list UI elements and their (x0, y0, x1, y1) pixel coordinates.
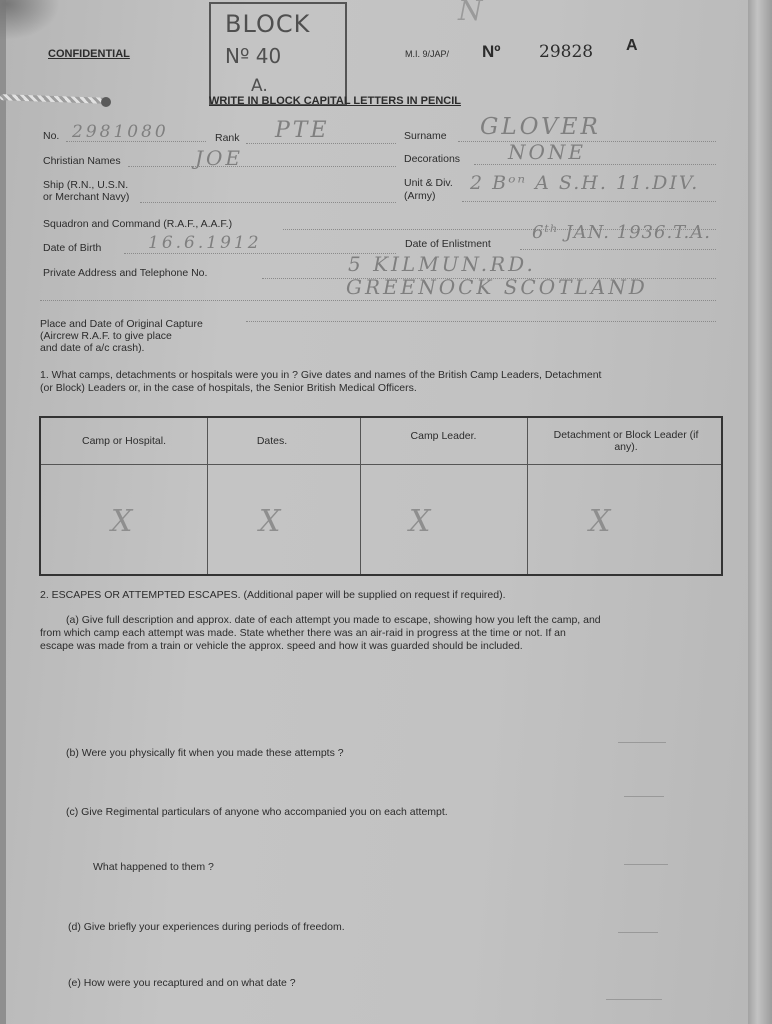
rank-value: PTE (275, 118, 330, 143)
question-2d-answer-rule (618, 932, 658, 933)
christian-names-label: Christian Names (43, 155, 121, 167)
ref-label: M.I. 9/JAP/ (405, 49, 450, 59)
surname-label: Surname (404, 130, 447, 142)
service-no-value: 2981080 (72, 122, 169, 142)
question-2c-answer-rule (624, 796, 664, 797)
stamp-line-2: Nº 40 (225, 44, 282, 68)
mark-detachment-leader: X (589, 504, 611, 539)
header-detachment-leader: Detachment or Block Leader (if any). (553, 429, 699, 453)
service-no-label: No. (43, 130, 60, 142)
unit-rule (462, 201, 716, 202)
question-2a-line-1: (a) Give full description and approx. date of each attempt you made to escape, showing how you left the camp, and (66, 614, 601, 626)
unit-value: 2 Bᵒⁿ A S.H. 11.DIV. (470, 172, 700, 194)
capture-label-2: (Aircrew R.A.F. to give place (40, 330, 172, 342)
address-line-1: 5 KILMUN.RD. (348, 252, 536, 276)
question-2-heading: 2. ESCAPES OR ATTEMPTED ESCAPES. (Additional paper will be supplied on request if required). (40, 589, 506, 601)
address-rule-2 (40, 300, 716, 301)
unit-label-1: Unit & Div. (404, 177, 453, 189)
address-line-2: GREENOCK SCOTLAND (346, 275, 648, 299)
ship-label-2: or Merchant Navy) (43, 191, 130, 203)
question-1-line-2: (or Block) Leaders or, in the case of hospitals, the Senior British Medical Officers. (40, 382, 417, 394)
question-2a-line-2: from which camp each attempt was made. State whether there was an air-raid in progress at the time or not. If an (40, 627, 566, 639)
corner-shadow (0, 0, 60, 40)
capture-label-3: and date of a/c crash). (40, 342, 145, 354)
header-camp-leader: Camp Leader. (410, 430, 477, 442)
question-2c: (c) Give Regimental particulars of anyone who accompanied you on each attempt. (66, 806, 448, 818)
question-2e: (e) How were you recaptured and on what date ? (68, 977, 296, 989)
string-knot (101, 97, 111, 107)
top-scrawl: N (458, 0, 486, 27)
number-value: 29828 (539, 42, 594, 62)
decorations-rule (474, 164, 716, 165)
question-2d: (d) Give briefly your experiences during periods of freedom. (68, 921, 345, 933)
question-2b-answer-rule (618, 742, 666, 743)
header-dates: Dates. (256, 435, 288, 447)
header-camp-or-hospital: Camp or Hospital. (81, 435, 167, 447)
ship-rule (140, 202, 396, 203)
suffix-letter: A (626, 37, 638, 54)
question-2b: (b) Were you physically fit when you made these attempts ? (66, 747, 344, 759)
surname-value: GLOVER (480, 114, 601, 140)
rank-rule (246, 143, 396, 144)
question-2c-sub-answer-rule (624, 864, 668, 865)
page-edge (748, 0, 772, 1024)
squadron-label: Squadron and Command (R.A.F., A.A.F.) (43, 218, 233, 230)
unit-label-2: (Army) (404, 190, 436, 202)
enlistment-rule (520, 249, 716, 250)
decorations-label: Decorations (404, 153, 461, 165)
mark-camp-or-hospital: X (111, 504, 133, 539)
dob-value: 16.6.1912 (148, 233, 262, 253)
question-2e-answer-rule (606, 999, 662, 1000)
mark-camp-leader: X (409, 504, 431, 539)
christian-names-rule (128, 166, 396, 167)
address-label: Private Address and Telephone No. (43, 267, 208, 279)
stamp-line-3: A. (251, 76, 268, 96)
number-label: Nº (482, 42, 501, 61)
question-1-line-1: 1. What camps, detachments or hospitals were you in ? Give dates and names of the British Camp Leaders, Detachment (40, 369, 602, 381)
surname-rule (458, 141, 716, 142)
capture-label-1: Place and Date of Original Capture (40, 318, 203, 330)
christian-names-value: JOE (195, 146, 244, 170)
table-divider-3 (527, 418, 528, 574)
decorations-value: NONE (508, 140, 586, 164)
enlistment-label: Date of Enlistment (405, 238, 491, 250)
enlistment-value: 6ᵗʰ JAN. 1936.T.A. (532, 222, 711, 243)
mark-dates: X (259, 504, 281, 539)
camps-table (39, 416, 723, 576)
rank-label: Rank (215, 132, 240, 144)
block-stamp (209, 2, 347, 106)
confidential-label: CONFIDENTIAL (48, 48, 130, 60)
ship-label-1: Ship (R.N., U.S.N. (43, 179, 129, 191)
stamp-line-1: BLOCK (225, 10, 311, 38)
pencil-instruction: WRITE IN BLOCK CAPITAL LETTERS IN PENCIL (209, 95, 461, 107)
question-2a-line-3: escape was made from a train or vehicle the approx. speed and how it was guarded should be included. (40, 640, 523, 652)
capture-rule (246, 321, 716, 322)
question-2c-sub: What happened to them ? (93, 861, 214, 873)
dob-label: Date of Birth (43, 242, 102, 254)
